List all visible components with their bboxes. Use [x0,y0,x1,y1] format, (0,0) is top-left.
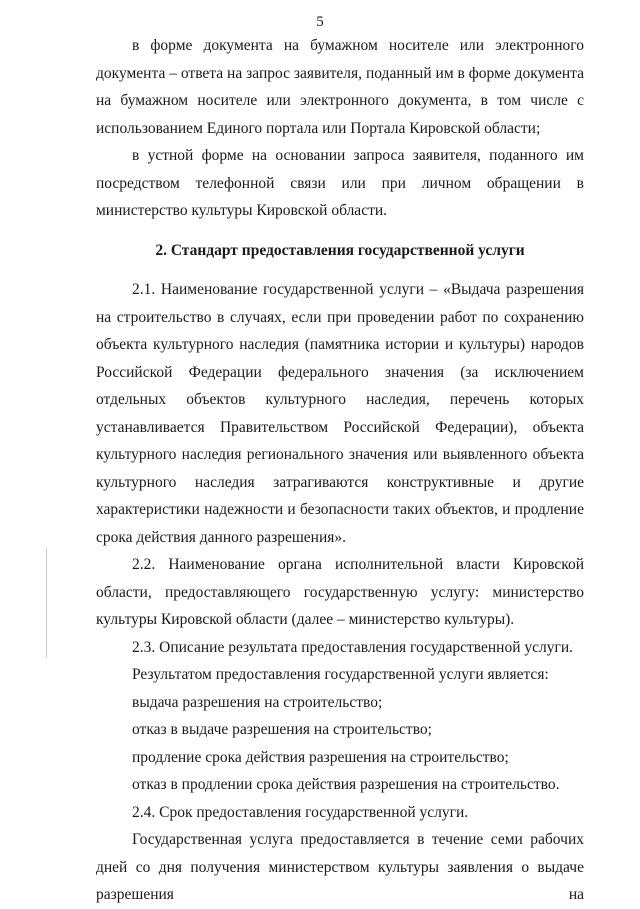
paragraph-result-intro: Результатом предоставления государственной услуги является: [132,666,549,683]
page-number: 5 [316,14,324,30]
list-item-issue-permit: выдача разрешения на строительство; [132,693,383,711]
paragraph-service-term: 2.4. Срок предоставления государственной услуги. [132,803,469,821]
paragraph-result-description: 2.3. Описание результата предоставления государственной услуги. [132,638,574,656]
list-item-extend-permit: продление срока действия разрешения на строительство; [132,748,509,766]
paragraph-authority-name: 2.2. Наименование органа исполнительной власти Кировской области, предоставляющего государственную услугу: министерство культуры Кировской области (далее – министерство культуры). [96,556,584,628]
paragraph-term-details: Государственная услуга предоставляется в течение семи рабочих дней со дня получения министерством культуры заявления о выдаче разрешения на [96,831,584,903]
list-item-refuse-permit: отказ в выдаче разрешения на строительство; [132,721,432,738]
list-item-refuse-extension: отказ в продлении срока действия разрешения на строительство. [132,776,560,793]
document-body [96,32,584,909]
margin-mark [46,548,47,658]
paragraph-oral-form: в устной форме на основании запроса заявителя, поданного им посредством телефонной связи или при личном обращении в министерство культуры Кировской области. [96,147,584,219]
paragraph-service-name: 2.1. Наименование государственной услуги – «Выдача разрешения на строительство в случаях, если при проведении работ по сохранению объекта культурного наследия (памятника истории и культуры) народов Российской Федерации федерального значения (за исключением отдельных объектов культурного наследия, перечень которых устанавливается Правительством Российской Федерации), объекта культурного наследия регионального значения или выявленного объекта культурного наследия затрагиваются конструктивные и другие характеристики надежности и безопасности таких объектов, и продление срока действия данного разрешения». [96,281,584,546]
paragraph-paper-form: в форме документа на бумажном носителе или электронного документа – ответа на запрос заявителя, поданный им в форме документа на бумажном носителе или электронного документа, в том числе с использованием Единого портала или Портала Кировской области; [96,37,584,137]
section-heading: 2. Стандарт предоставления государственной услуги [155,241,525,259]
